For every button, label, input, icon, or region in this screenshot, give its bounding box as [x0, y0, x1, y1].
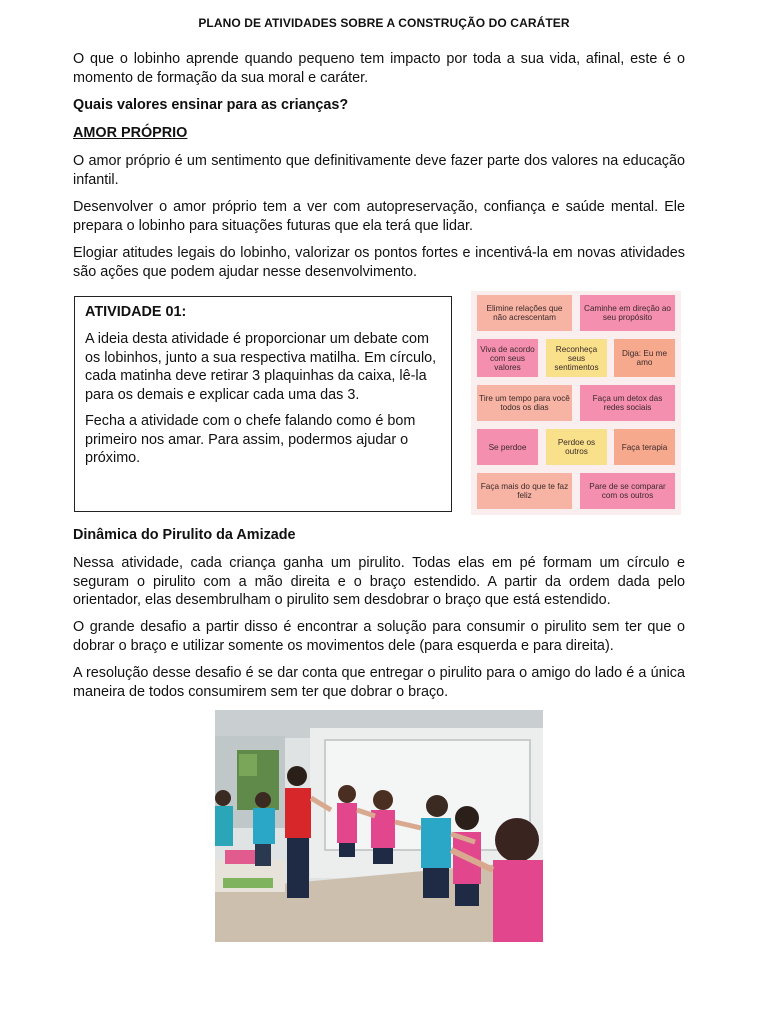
card-note: Reconheça seus sentimentos [546, 339, 607, 377]
card-note: Faça um detox das redes sociais [580, 385, 675, 421]
values-question: Quais valores ensinar para as crianças? [73, 97, 349, 113]
card-note: Diga: Eu me amo [614, 339, 675, 377]
card-note: Faça mais do que te faz feliz [477, 473, 572, 509]
dynamic-paragraph-3: A resolução desse desafio é se dar conta que entregar o pirulito para o amigo do lado é a única maneira de todos consumirem sem ter que dobrar o braço. [73, 665, 685, 700]
card-note: Pare de se comparar com os outros [580, 473, 675, 509]
intro-paragraph: O que o lobinho aprende quando pequeno tem impacto por toda a sua vida, afinal, este é o momento de formação da sua moral e caráter. [73, 51, 685, 86]
activity-box [74, 296, 452, 512]
activity-text-2: Fecha a atividade com o chefe falando como é bom primeiro nos amar. Para assim, podermos ajudar o próximo. [85, 413, 416, 466]
section-title-amor-proprio: AMOR PRÓPRIO [73, 125, 188, 141]
dynamic-paragraph-1: Nessa atividade, cada criança ganha um pirulito. Todas elas em pé formam um círculo e seguram o pirulito com a mão direita e o braço estendido. A partir da ordem dada pelo orientador, elas desembrulham o pirulito sem desdobrar o braço que está estendido. [73, 555, 685, 608]
card-note: Faça terapia [614, 429, 675, 465]
card-note: Perdoe os outros [546, 429, 607, 465]
card-note: Se perdoe [477, 429, 538, 465]
children-activity-photo [215, 710, 543, 942]
card-note: Elimine relações que não acrescentam [477, 295, 572, 331]
paragraph-amor-proprio-1: O amor próprio é um sentimento que definitivamente deve fazer parte dos valores na educação infantil. [73, 153, 685, 188]
dynamic-paragraph-2: O grande desafio a partir disso é encontrar a solução para consumir o pirulito sem ter que o dobrar o braço e utilizar somente os movimentos dele (para esquerda e para direita). [73, 619, 685, 654]
dynamic-title: Dinâmica do Pirulito da Amizade [73, 527, 296, 543]
paragraph-amor-proprio-2: Desenvolver o amor próprio tem a ver com autopreservação, confiança e saúde mental. Ele prepara o lobinho para situações futuras que ela terá que lidar. [73, 199, 685, 234]
card-note: Caminhe em direção ao seu propósito [580, 295, 675, 331]
card-note: Tire um tempo para você todos os dias [477, 385, 572, 421]
page-title: PLANO DE ATIVIDADES SOBRE A CONSTRUÇÃO DO CARÁTER [198, 16, 570, 30]
card-note: Viva de acordo com seus valores [477, 339, 538, 377]
activity-text-1: A ideia desta atividade é proporcionar um debate com os lobinhos, junto a sua respectiva matilha. Em círculo, cada matinha deve retirar 3 plaquinhas da caixa, lê-la para os demais e explicar cada uma das 3. [85, 331, 437, 403]
activity-title: ATIVIDADE 01: [85, 304, 187, 320]
self-love-cards-image [471, 291, 681, 515]
paragraph-amor-proprio-3: Elogiar atitudes legais do lobinho, valorizar os pontos fortes e incentivá-la em novas atividades são ações que podem ajudar nesse desenvolvimento. [73, 245, 685, 280]
